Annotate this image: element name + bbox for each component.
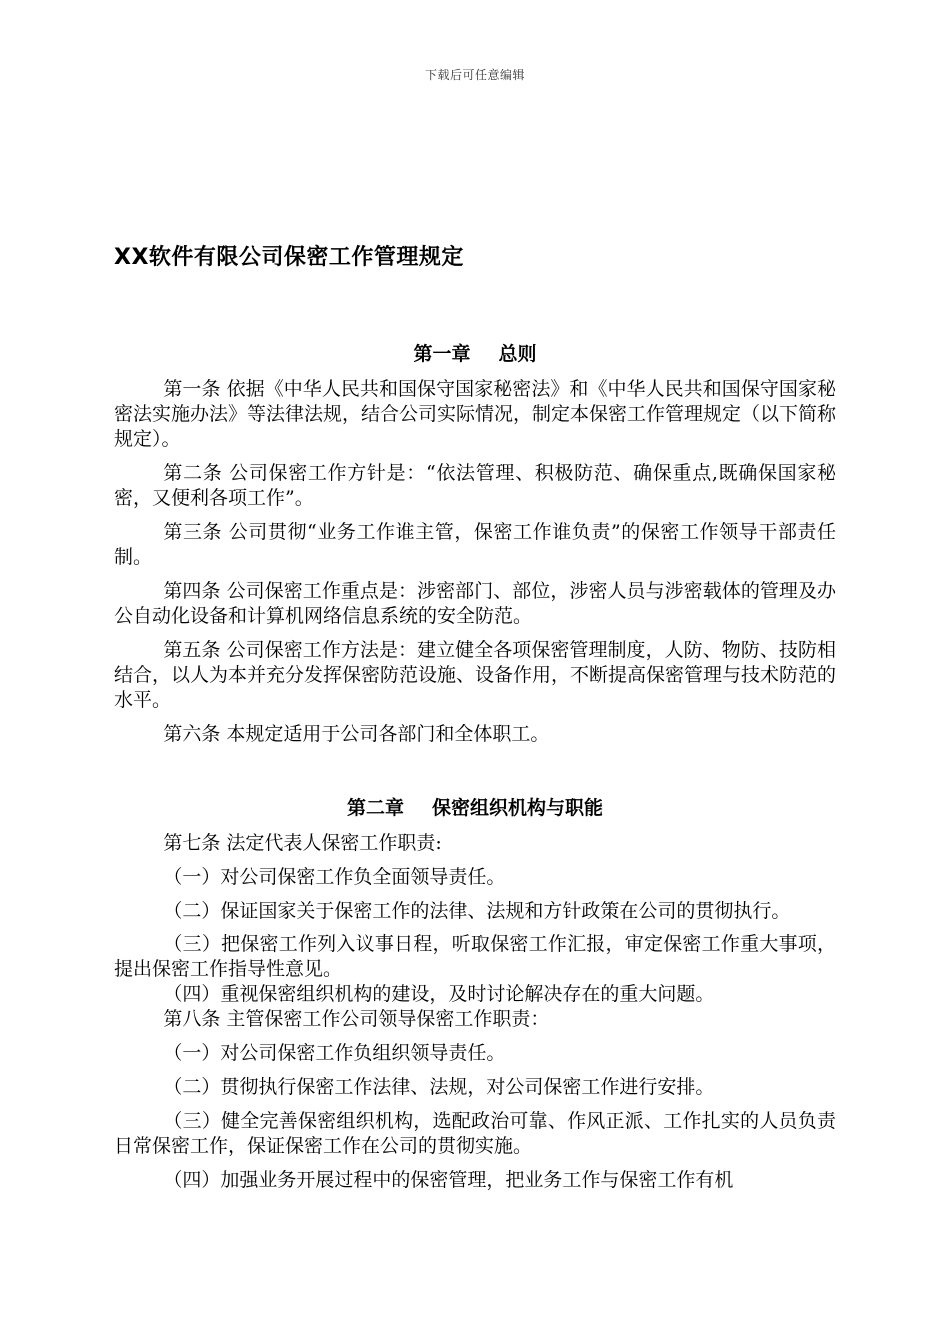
article-7: 第七条 法定代表人保密工作职责: <box>163 832 442 854</box>
document-title: XX软件有限公司保密工作管理规定 <box>114 245 464 270</box>
article-8: 第八条 主管保密工作公司领导保密工作职责： <box>163 1008 550 1030</box>
article-4: 第四条 公司保密工作重点是：涉密部门、部位，涉密人员与涉密载体的管理及办公自动化设备和计算机网络信息系统的安全防范。 <box>114 580 836 627</box>
article-7-item-3: （三）把保密工作列入议事日程，听取保密工作汇报，审定保密工作重大事项，提出保密工作指导性意见。 <box>114 933 836 980</box>
article-7-item-1: （一）对公司保密工作负全面领导责任。 <box>163 866 506 888</box>
article-1: 第一条 依据《中华人民共和国保守国家秘密法》和《中华人民共和国保守国家秘密法实施办法》等法律法规，结合公司实际情况，制定本保密工作管理规定（以下简称规定）。 <box>114 378 837 450</box>
article-3: 第三条 公司贯彻“业务工作谁主管，保密工作谁负责”的保密工作领导干部责任制。 <box>114 521 836 568</box>
article-6: 第六条 本规定适用于公司各部门和全体职工。 <box>163 723 550 745</box>
article-2: 第二条 公司保密工作方针是：“依法管理、积极防范、确保重点,既确保国家秘密，又便利各项工作”。 <box>114 462 836 509</box>
chapter-1-heading <box>114 340 836 368</box>
article-8-item-1: （一）对公司保密工作负组织领导责任。 <box>163 1042 506 1064</box>
chapter-2-name: 保密组织机构与职能 <box>432 797 604 819</box>
article-7-item-4: （四）重视保密组织机构的建设，及时讨论解决存在的重大问题。 <box>163 983 715 1005</box>
chapter-2-heading <box>114 794 836 822</box>
article-8-item-4: （四）加强业务开展过程中的保密管理，把业务工作与保密工作有机 <box>163 1169 734 1191</box>
article-7-item-2: （二）保证国家关于保密工作的法律、法规和方针政策在公司的贯彻执行。 <box>163 900 791 922</box>
article-8-item-3: （三）健全完善保密组织机构，选配政治可靠、作风正派、工作扎实的人员负责日常保密工作，保证保密工作在公司的贯彻实施。 <box>114 1110 836 1157</box>
chapter-1-name: 总则 <box>498 343 537 365</box>
document-body <box>114 340 836 1202</box>
article-5: 第五条 公司保密工作方法是：建立健全各项保密管理制度，人防、物防、技防相结合，以人为本并充分发挥保密防范设施、设备作用，不断提高保密管理与技术防范的水平。 <box>114 639 837 711</box>
chapter-1-number: 第一章 <box>413 343 471 365</box>
article-8-item-2: （二）贯彻执行保密工作法律、法规，对公司保密工作进行安排。 <box>163 1076 715 1098</box>
header-note: 下载后可任意编辑 <box>424 68 525 82</box>
chapter-2-number: 第二章 <box>346 797 404 819</box>
